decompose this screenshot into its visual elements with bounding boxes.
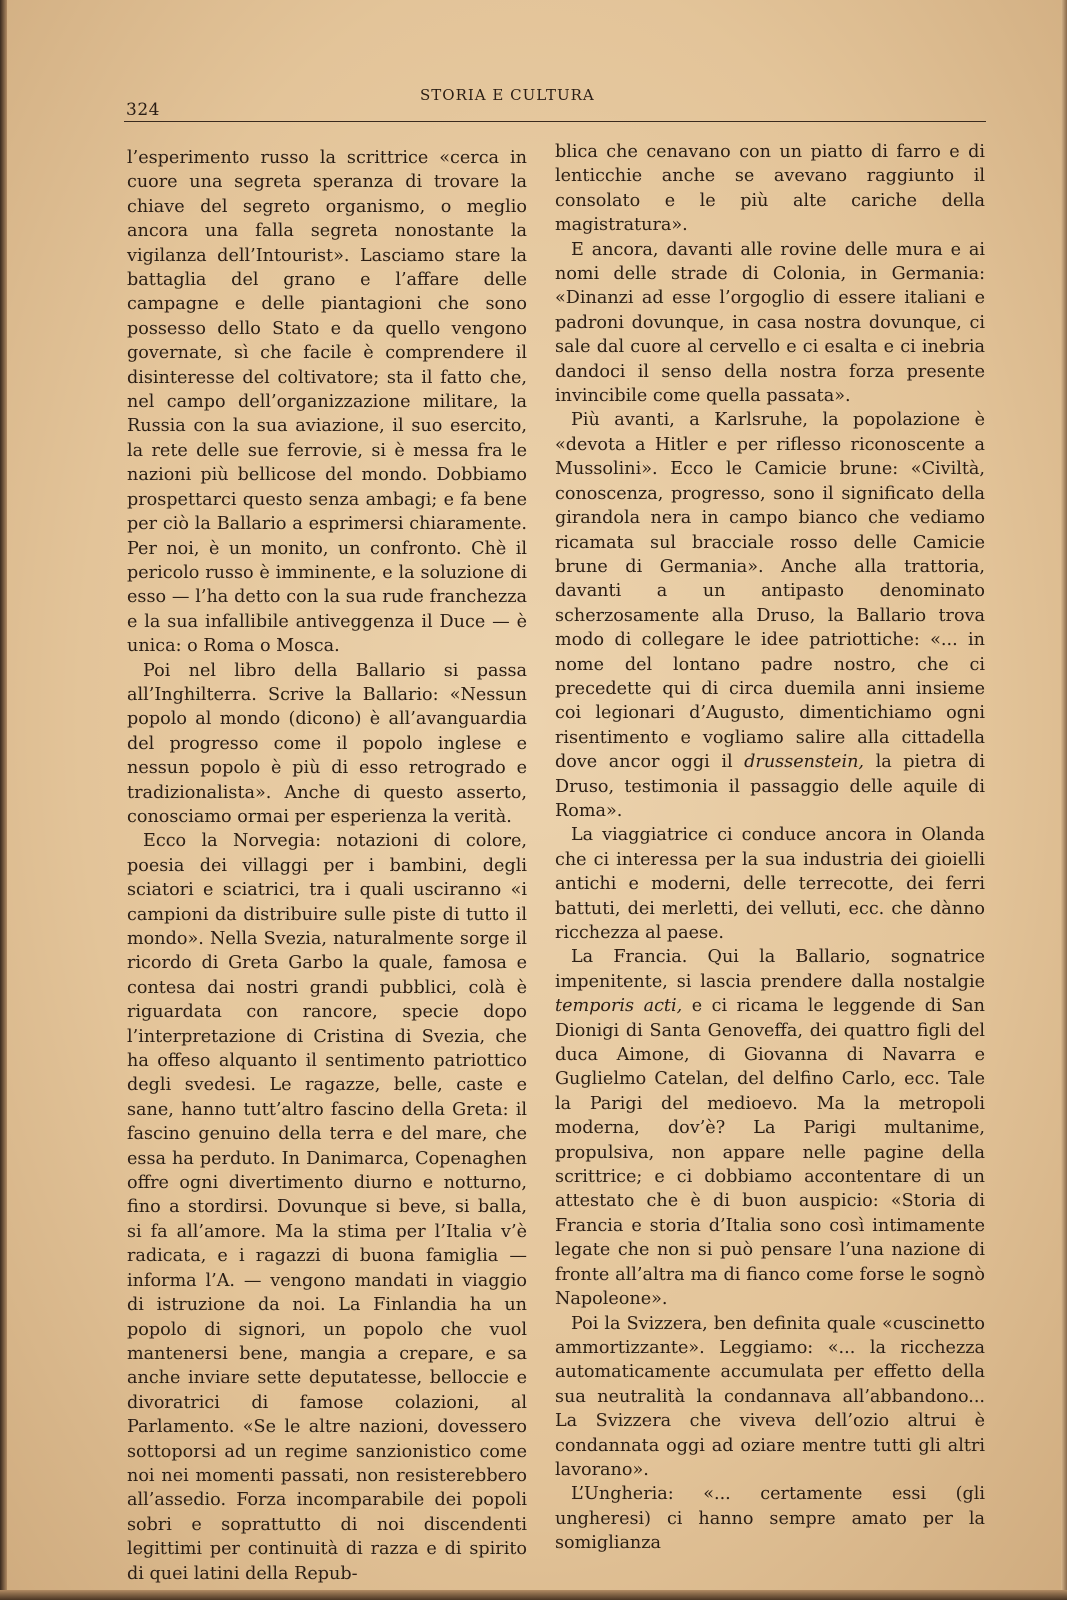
right-text-column (555, 140, 985, 1556)
header-rule (124, 121, 986, 122)
paragraph: Poi nel libro della Ballario si passa all’Inghilterra. Scrive la Ballario: «Nessun popolo al mondo (dicono) è all’avanguardia del progresso come il popolo inglese e nessun popolo è più di esso retrogrado e tradizionalista». Anche di questo asserto, conosciamo ormai per esperienza la verità. (127, 660, 527, 827)
page-right-edge-shadow (1061, 0, 1067, 1600)
running-header: STORIA E CULTURA (420, 86, 595, 104)
paragraph (555, 945, 985, 1311)
italic-term: drussenstein, (744, 752, 865, 773)
paragraph (555, 408, 985, 823)
italic-term: temporis acti, (555, 996, 683, 1017)
paragraph: La viaggiatrice ci conduce ancora in Olanda che ci interessa per la sua industria dei gioielli antichi e moderni, delle terrecotte, dei ferri battuti, dei merletti, dei velluti, ecc. che dànno ricchezza al paese. (555, 825, 985, 943)
paragraph-text: La Francia. Qui la Ballario, sognatrice impenitente, si lascia prendere dalla nostalgie (555, 947, 985, 992)
page-left-edge-shadow (0, 0, 7, 1600)
paragraph: E ancora, davanti alle rovine delle mura e ai nomi delle strade di Colonia, in Germania: «Dinanzi ad esse l’orgoglio di essere italiani e padroni dovunque, in casa nostra dovunque, ci sale dal cuore al cervello e ci esalta e ci inebria dandoci il senso della nostra forza presente invincibile come quella passata». (555, 239, 985, 407)
paragraph: l’esperimento russo la scrittrice «cerca in cuore una segreta speranza di trovare la chiave del segreto organismo, o meglio ancora una falla segreta nonostante la vigilanza dell’Intourist». Lasciamo stare la battaglia del grano e l’affare delle campagne e delle piantagioni che sono possesso dello Stato e da quello vengono governate, sì che facile è comprendere il disinteresse del coltivatore; sta il fatto che, nel campo dell’organizzazione militare, la Russia con la sua aviazione, il suo esercito, la rete delle sue ferrovie, si è messa fra le nazioni più bellicose del mondo. Dobbiamo prospettarci questo senza ambagi; e fa bene per ciò la Ballario a esprimersi chiaramente. Per noi, è un monito, un confronto. Chè il pericolo russo è imminente, e la soluzione di esso — l’ha detto con la sua rude franchezza e la sua infallibile antiveggenza il Duce — è unica: o Roma o Mosca. (127, 148, 527, 657)
paragraph: L’Ungheria: «... certamente essi (gli ungheresi) ci hanno sempre amato per la somiglianza (555, 1484, 985, 1554)
paragraph: blica che cenavano con un piatto di farro e di lenticchie anche se avevano raggiunto il consolato e le più alte cariche della magistratura». (555, 142, 985, 236)
paragraph-text: e ci ricama le leggende di San Dionigi di Santa Genoveffa, dei quattro figli del duca Aimone, di Giovanna di Navarra e Guglielmo Catelan, del delfino Carlo, ecc. Tale la Parigi del medioevo. Ma la metropoli moderna, dov’è? La Parigi multanime, propulsiva, non appare nelle pagine della scrittrice; e ci dobbiamo accontentare di un attestato che è di buon auspicio: «Storia di Francia e storia d’Italia sono così intimamente legate che non si può pensare l’una nazione di fronte all’altra ma di fianco come forse le sognò Napoleone». (555, 996, 986, 1310)
paragraph: Ecco la Norvegia: notazioni di colore, poesia dei villaggi per i bambini, degli sciatori e sciatrici, tra i quali usciranno «i campioni da distribuire sulle piste di tutto il mondo». Nella Svezia, naturalmente sorge il ricordo di Greta Garbo la quale, famosa e contesa dai nostri grandi pubblici, colà è riguardata con rancore, specie dopo l’interpretazione di Cristina di Svezia, che ha offeso alquanto il sentimento patriottico degli svedesi. Le ragazze, belle, caste e sane, hanno tutt’altro fascino della Greta: il fascino genuino della terra e del mare, che essa ha perduto. In Danimarca, Copenaghen offre ogni divertimento diurno e notturno, fino a stordirsi. Dovunque si beve, si balla, si fa all’amore. Ma la stima per l’Italia v’è radicata, e i ragazzi di buona famiglia — informa l’A. — vengono mandati in viaggio di istruzione da noi. La Finlandia ha un popolo di signori, un popolo che vuol mantenersi bene, mangia a crepare, e sa anche inviare sette deputatesse, belloccie e divoratrici di famose colazioni, al Parlamento. «Se le altre nazioni, dovessero sottoporsi ad un regime sanzionistico come noi nei momenti passati, non resisterebbero all’assedio. Forza incomparabile dei popoli sobri e soprattutto di noi discendenti legittimi per continuità di razza e di spirito di quei latini della Repub- (127, 831, 527, 1584)
paragraph-text: la pietra di Druso, testimonia il passaggio delle aquile di Roma». (555, 752, 986, 821)
paragraph-text: Più avanti, a Karlsruhe, la popolazione è «devota a Hitler e per riflesso riconoscente a Mussolini». Ecco le Camicie brune: «Civiltà, conoscenza, progresso, sono il significato della girandola nera in campo bianco che vediamo ricamata sul bracciale rosso delle Camicie brune di Germania». Anche alla trattoria, davanti a un antipasto denominato scherzosamente alla Druso, la Ballario trova modo di collegare le idee patriottiche: «... in nome del lontano padre nostro, che ci precedette qui di circa duemila anni insieme coi legionari d’Augusto, dimentichiamo ogni risentimento e vogliamo salire alla cittadella dove ancor oggi il (555, 410, 985, 773)
page-number: 324 (126, 100, 160, 120)
left-text-column (127, 146, 527, 1586)
paragraph: Poi la Svizzera, ben definita quale «cuscinetto ammortizzante». Leggiamo: «... la ricchezza automaticamente accumulata per effetto della sua neutralità la condannava all’abbandono... La Svizzera che viveva dell’ozio altrui è condannata oggi ad oziare mentre tutti gli altri lavorano». (555, 1313, 985, 1480)
page-bottom-edge-shadow (0, 1590, 1067, 1600)
